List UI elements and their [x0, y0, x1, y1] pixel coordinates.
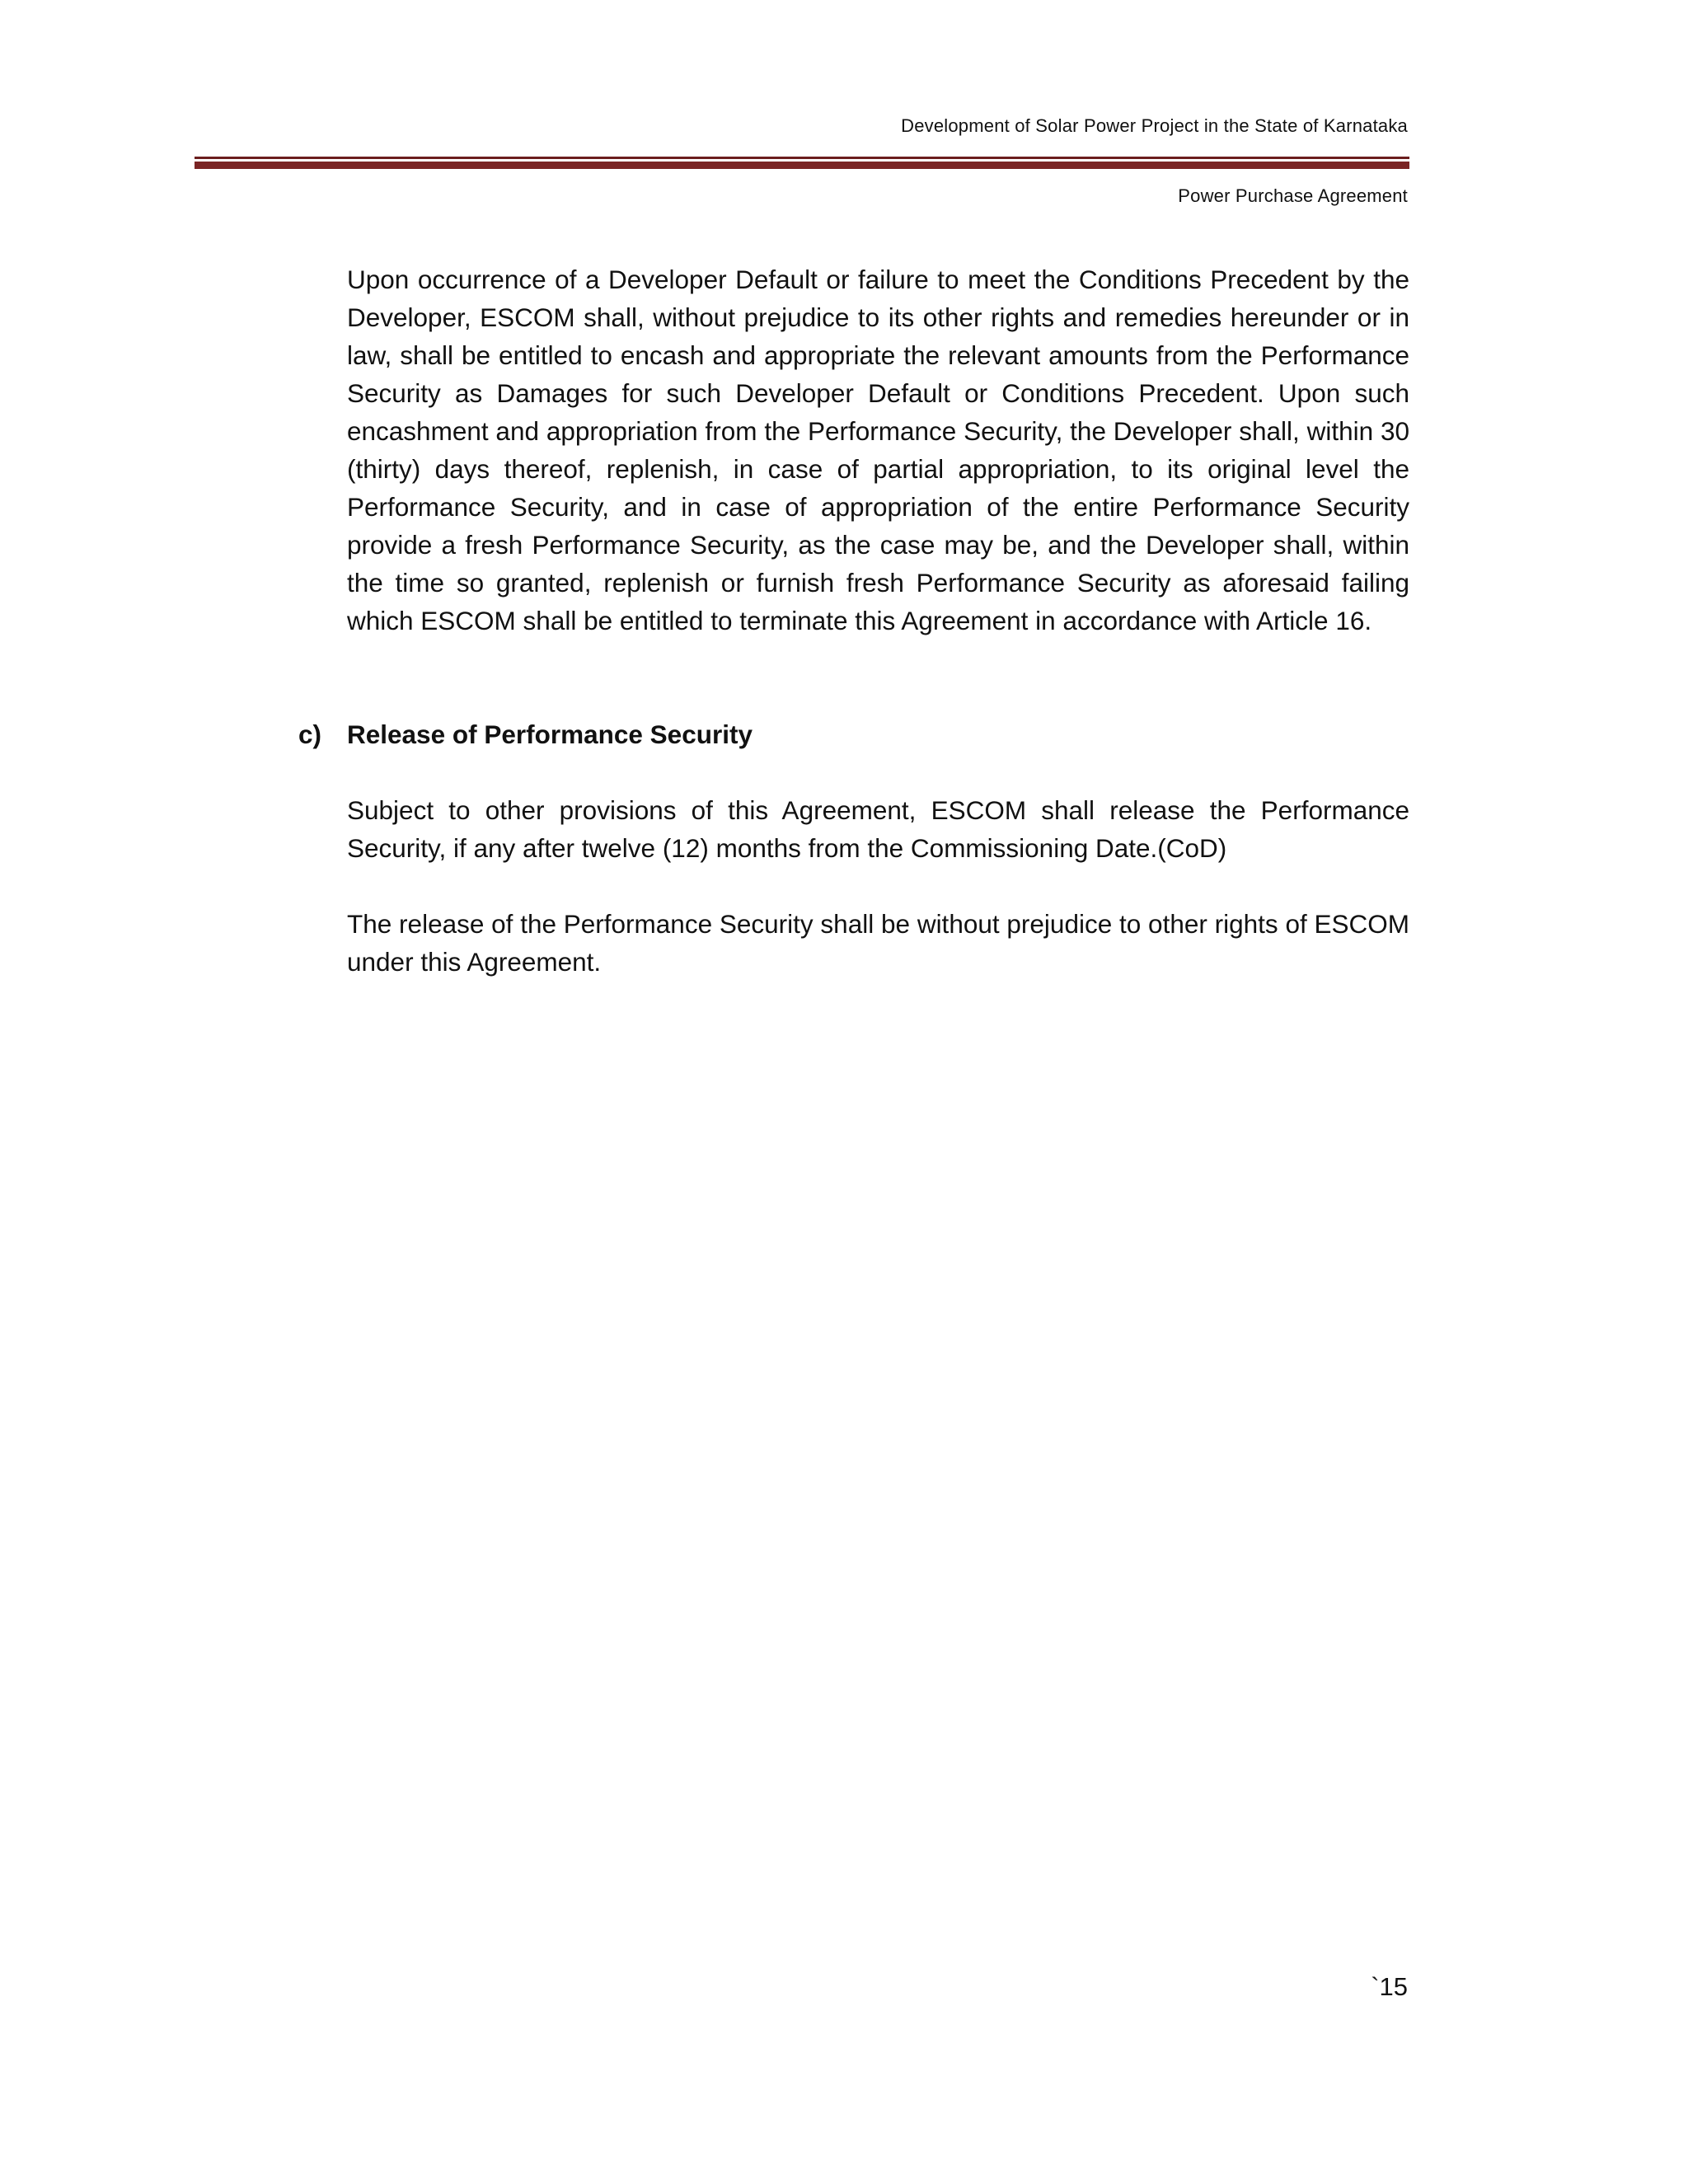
- header-divider-thick-line: [195, 162, 1409, 169]
- header-divider-thin-line: [195, 157, 1409, 159]
- paragraph-release-condition: Subject to other provisions of this Agreement, ESCOM shall release the Performance Security, if any after twelve (12) months from the Commissioning Date.(CoD): [347, 795, 1409, 863]
- running-header-subtitle: Power Purchase Agreement: [1178, 185, 1408, 206]
- page-number: `15: [1371, 1972, 1408, 2001]
- section-title: Release of Performance Security: [347, 719, 753, 749]
- section-label: c): [298, 719, 322, 749]
- paragraph-developer-default: Upon occurrence of a Developer Default or failure to meet the Conditions Precedent by the Developer, ESCOM shall, without prejudice to its other rights and remedies hereunder or in law, shall be entitled to encash and appropriate the relevant amounts from the Performance Security as Damages for such Developer Default or Conditions Precedent. Upon such encashment and appropriation from the Performance Security, the Developer shall, within 30 (thirty) days thereof, replenish, in case of partial appropriation, to its original level the Performance Security, and in case of appropriation of the entire Performance Security provide a fresh Performance Security, as the case may be, and the Developer shall, within the time so granted, replenish or furnish fresh Performance Security as aforesaid failing which ESCOM shall be entitled to terminate this Agreement in accordance with Article 16.: [347, 265, 1409, 635]
- paragraph-release-rights: The release of the Performance Security shall be without prejudice to other rights of ESCOM under this Agreement.: [347, 909, 1409, 977]
- running-header-title: Development of Solar Power Project in the State of Karnataka: [901, 115, 1408, 136]
- header-divider: [195, 157, 1409, 169]
- section-heading: [298, 715, 1409, 753]
